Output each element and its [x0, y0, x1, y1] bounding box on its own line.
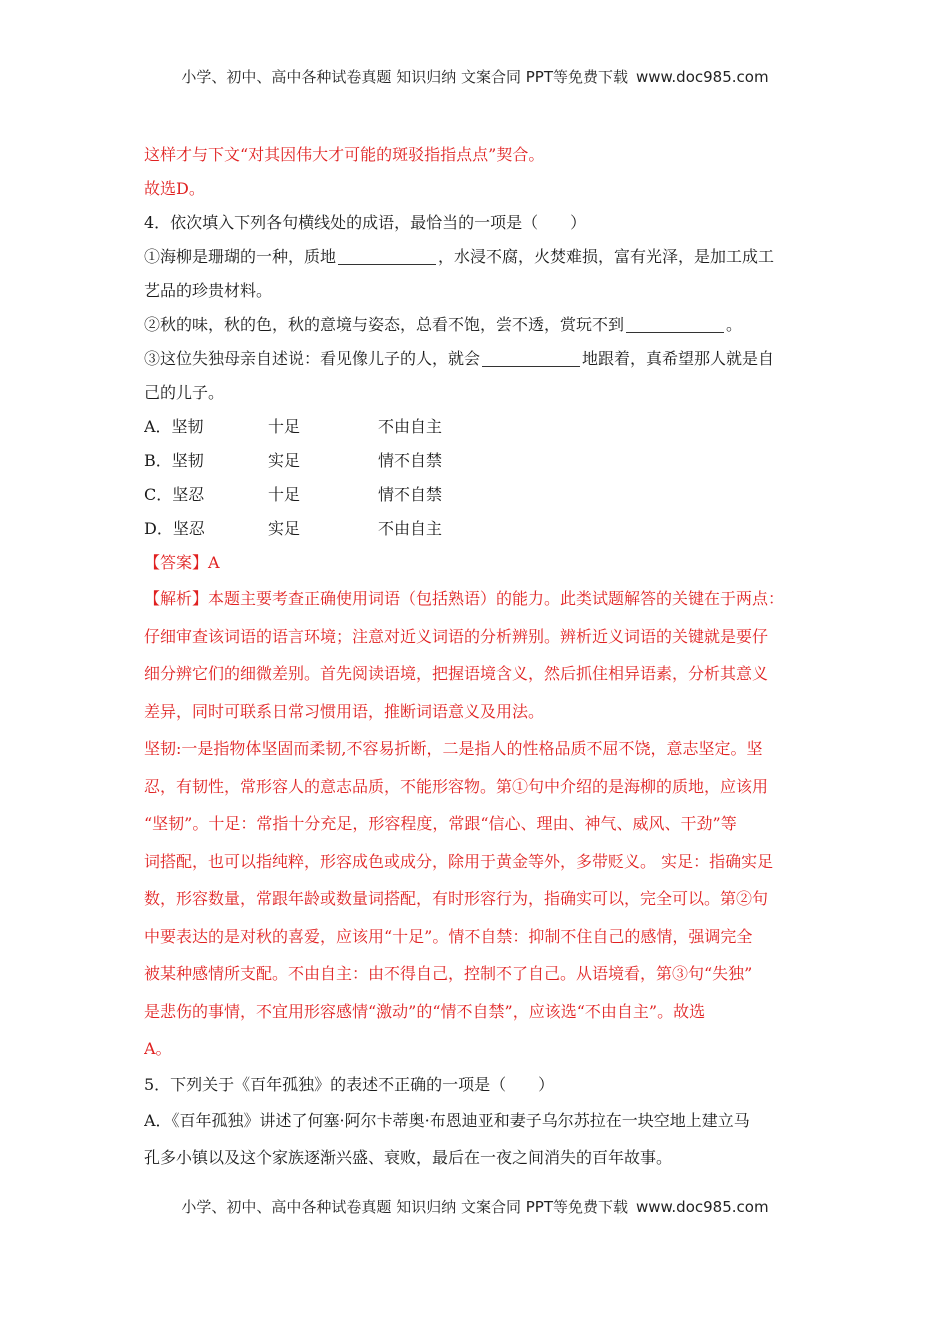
q5-option-a-cont: 孔多小镇以及这个家族逐渐兴盛、衰败，最后在一夜之间消失的百年故事。 — [144, 1148, 673, 1167]
analysis-line: 仔细审查该词语的语言环境；注意对近义词语的分析辨别。辨析近义词语的关键就是要仔 — [144, 626, 769, 646]
blank-3 — [482, 346, 580, 367]
option-c: C．坚忍 十足 情不自禁 — [144, 485, 443, 504]
blank-2 — [626, 312, 724, 333]
q4-sentence-3: ③这位失独母亲自述说：看见像儿子的人，就会 地跟着，真希望那人就是自 — [144, 342, 808, 376]
analysis-line: 忍，有韧性，常形容人的意志品质，不能形容物。第①句中介绍的是海柳的质地，应该用 — [144, 776, 769, 796]
analysis-line: 差异，同时可联系日常习惯用语，推断词语意义及用法。 — [144, 701, 545, 721]
analysis-line: 是悲伤的事情，不宜用形容感情“激动”的“情不自禁”，应该选“不由自主”。故选 — [144, 1001, 706, 1021]
prev-conclusion: 故选D。 — [144, 179, 205, 198]
header-text: 小学、初中、高中各种试卷真题 知识归纳 文案合同 PPT等免费下载 — [181, 68, 628, 86]
page-header — [0, 66, 950, 87]
q4-sentence-1: ①海柳是珊瑚的一种，质地 ，水浸不腐，火焚难损，富有光泽，是加工成工 — [144, 240, 808, 274]
q4-answer: 【答案】A — [144, 553, 220, 572]
blank-1 — [338, 244, 436, 265]
analysis-line: 被某种感情所支配。不由自主：由不得自己，控制不了自己。从语境看，第③句“失独” — [144, 964, 753, 983]
page-footer — [0, 1196, 950, 1217]
analysis-line: A。 — [144, 1039, 172, 1058]
analysis-line: 词搭配，也可以指纯粹，形容成色或成分，除用于黄金等外，多带贬义。 实足：指确实足 — [144, 851, 774, 871]
header-url[interactable]: www.doc985.com — [635, 68, 769, 86]
footer-url[interactable]: www.doc985.com — [635, 1198, 769, 1216]
prev-analysis-line: 这样才与下文“对其因伟大才可能的斑驳指指点点”契合。 — [144, 145, 545, 164]
option-b: B．坚韧 实足 情不自禁 — [144, 451, 443, 470]
footer-text: 小学、初中、高中各种试卷真题 知识归纳 文案合同 PPT等免费下载 — [181, 1198, 628, 1216]
option-a: A．坚韧 十足 不由自主 — [144, 417, 443, 436]
q4-sentence-1-cont: 艺品的珍贵材料。 — [144, 281, 273, 300]
q4-stem: 4．依次填入下列各句横线处的成语，最恰当的一项是（ ） — [144, 213, 587, 232]
analysis-line: “坚韧”。十足：常指十分充足，形容程度，常跟“信心、理由、神气、威风、干劲”等 — [144, 814, 737, 833]
q5-stem: 5．下列关于《百年孤独》的表述不正确的一项是（ ） — [144, 1074, 555, 1094]
option-d: D．坚忍 实足 不由自主 — [144, 519, 443, 538]
analysis-line: 中要表达的是对秋的喜爱，应该用“十足”。情不自禁：抑制不住自己的感情，强调完全 — [144, 926, 753, 946]
document-body — [144, 138, 808, 1177]
analysis-line: 数，形容数量，常跟年龄或数量词搭配，有时形容行为，指确实可以，完全可以。第②句 — [144, 889, 769, 908]
analysis-line: 【解析】本题主要考查正确使用词语（包括熟语）的能力。此类试题解答的关键在于两点： — [144, 589, 785, 608]
analysis-line: 坚韧:一是指物体坚固而柔韧,不容易折断，二是指人的性格品质不屈不饶，意志坚定。坚 — [144, 739, 763, 758]
q4-sentence-2: ②秋的味，秋的色，秋的意境与姿态，总看不饱，尝不透，赏玩不到 。 — [144, 308, 808, 342]
q4-sentence-3-cont: 己的儿子。 — [144, 383, 225, 402]
q5-option-a: A．《百年孤独》讲述了何塞·阿尔卡蒂奥·布恩迪亚和妻子乌尔苏拉在一块空地上建立马 — [144, 1110, 750, 1130]
analysis-line: 细分辨它们的细微差别。首先阅读语境，把握语境含义，然后抓住相异语素，分析其意义 — [144, 664, 769, 683]
